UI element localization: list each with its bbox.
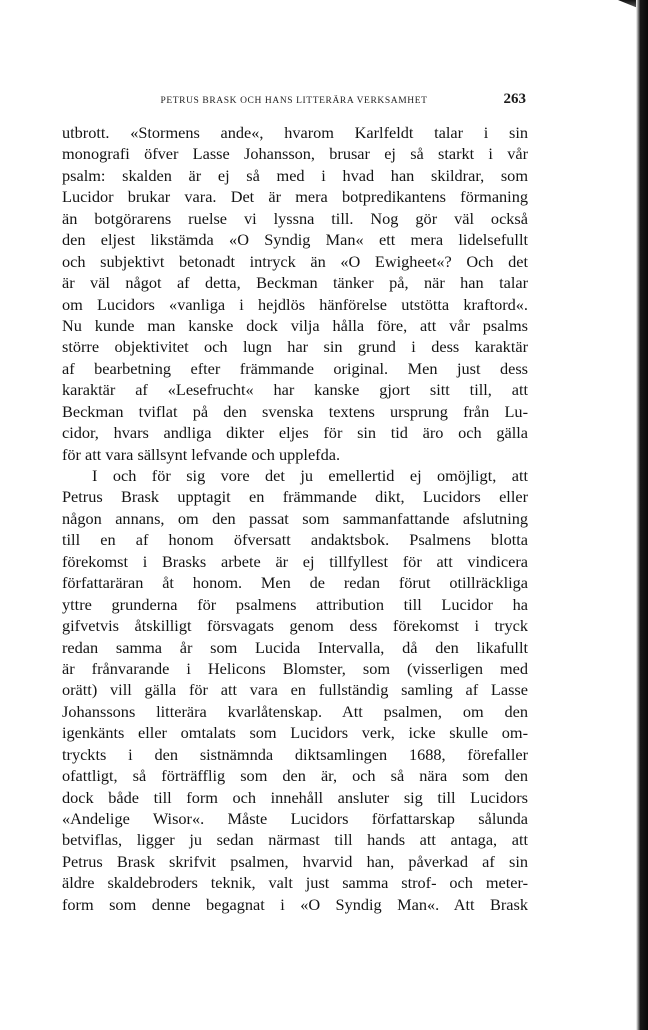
text-line: I och för sig vore det ju emellertid ej omöjligt, att: [92, 466, 528, 485]
text-line: igenkänts eller omtalats som Lucidors verk, icke skulle om-: [62, 723, 528, 743]
text-line: författaräran åt honom. Men de redan förut otillräckliga: [62, 573, 528, 593]
text-line: om Lucidors «vanliga i hejdlös hänförelse utstötta kraftord«.: [62, 294, 528, 314]
text-line: Petrus Brask skrifvit psalmen, hvarvid han, påverkad af sin: [62, 851, 528, 871]
text-line: någon annans, om den passat som sammanfattande afslutning: [62, 508, 528, 528]
text-line: orätt) vill gälla för att vara en fullständig samling af Lasse: [62, 680, 528, 700]
text-line: Beckman tviflat på den svenska textens ursprung från Lu-: [62, 401, 528, 421]
body-text: [62, 122, 528, 915]
text-line: är väl något af detta, Beckman tänker på, när han talar: [62, 273, 528, 293]
text-line: yttre grunderna för psalmens attribution till Lucidor ha: [62, 594, 528, 614]
text-line: än botgörarens ruelse vi lyssna till. Nog gör väl också: [62, 208, 528, 228]
text-line: af bearbetning efter främmande original. Men just dess: [62, 358, 528, 378]
text-line: för att vara sällsynt lefvande och upplefda.: [62, 444, 341, 464]
text-line: är frånvarande i Helicons Blomster, som (visserligen med: [62, 658, 528, 678]
text-line: gifvetvis åtskilligt försvagats genom dess förekomst i tryck: [62, 616, 528, 636]
running-head: PETRUS BRASK OCH HANS LITTERÄRA VERKSAMHET: [160, 96, 428, 106]
text-line: monografi öfver Lasse Johansson, brusar ej så starkt i vår: [62, 144, 528, 164]
text-line: betviflas, ligger ju sedan närmast till hands att antaga, att: [62, 830, 528, 850]
text-line: utbrott. «Stormens ande«, hvarom Karlfeldt talar i sin: [62, 123, 528, 142]
text-line: ofattligt, så förträfflig som den är, och så nära som den: [62, 766, 528, 786]
text-line: cidor, hvars andliga dikter eljes för sin tid äro och gälla: [62, 423, 528, 443]
text-line: redan samma år som Lucida Intervalla, då den likafullt: [62, 637, 528, 657]
text-line: förekomst i Brasks arbete är ej tillfyllest för att vindicera: [62, 551, 528, 571]
scan-edge-shadow: [636, 0, 648, 1030]
text-line: större objektivitet och lugn har sin grund i dess karaktär: [62, 337, 528, 357]
text-line: «Andelige Wisor«. Måste Lucidors författarskap sålunda: [62, 809, 528, 828]
text-line: Nu kunde man kanske dock vilja hålla före, att vår psalms: [62, 315, 528, 335]
text-line: tryckts i den sistnämnda diktsamlingen 1688, förefaller: [62, 744, 528, 764]
text-line: Johanssons litterära kvarlåtenskap. Att psalmen, om den: [62, 701, 528, 721]
text-line: karaktär af «Lesefrucht« har kanske gjort sitt till, att: [62, 380, 528, 400]
text-line: och subjektivt betonadt intryck än «O Ewigheet«? Och det: [62, 251, 528, 271]
text-line: psalm: skalden är ej så med i hvad han skildrar, som: [62, 165, 528, 185]
text-line: dock både till form och innehåll ansluter sig till Lucidors: [62, 787, 528, 807]
text-line: äldre skaldebroders teknik, valt just samma strof- och meter-: [62, 873, 528, 893]
page-number: 263: [503, 91, 526, 107]
text-line: form som denne begagnat i «O Syndig Man«. Att Brask: [62, 894, 528, 914]
text-line: Lucidor brukar vara. Det är mera botpredikantens förmaning: [62, 187, 528, 207]
text-line: den eljest likstämda «O Syndig Man« ett mera lidelsefullt: [62, 230, 528, 250]
text-line: till en af honom öfversatt andaktsbok. Psalmens blotta: [62, 530, 528, 550]
text-line: Petrus Brask upptagit en främmande dikt, Lucidors eller: [62, 487, 528, 507]
